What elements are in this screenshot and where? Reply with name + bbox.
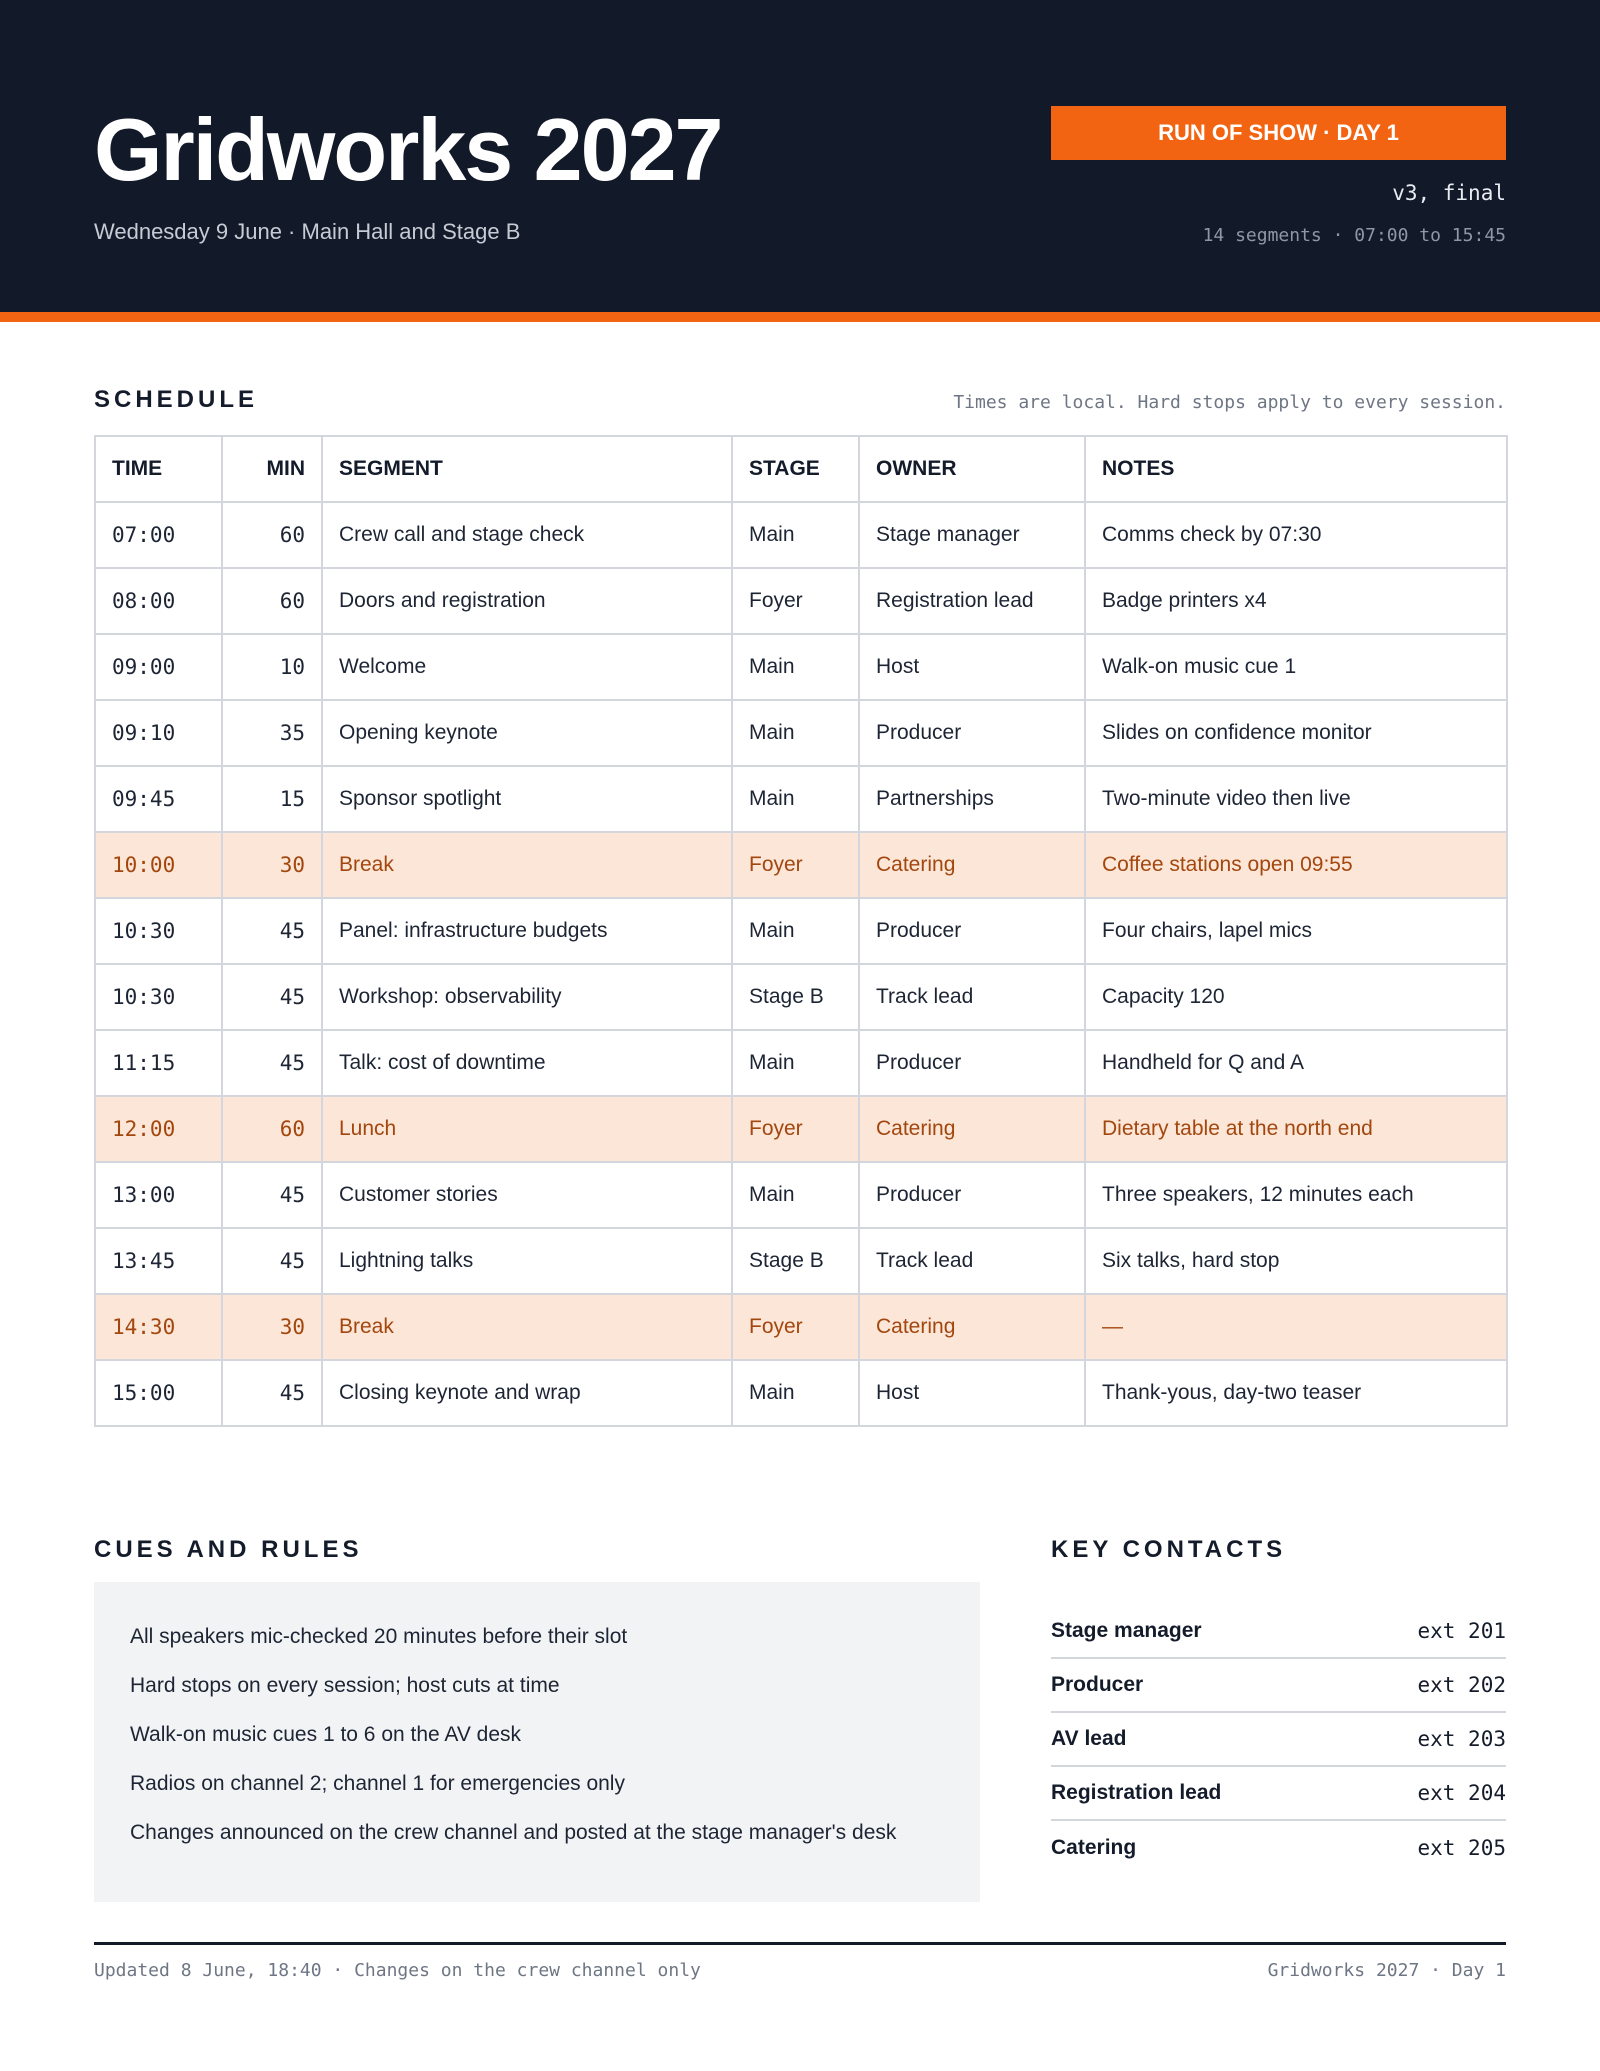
cell-time: 09:45: [95, 766, 222, 832]
cell-min: 10: [222, 634, 322, 700]
table-row: [95, 898, 1507, 964]
cell-owner: Stage manager: [859, 502, 1085, 568]
cell-min: 60: [222, 502, 322, 568]
cell-owner: Producer: [859, 700, 1085, 766]
footer-divider: [94, 1942, 1506, 1945]
cell-notes: Comms check by 07:30: [1085, 502, 1507, 568]
cell-time: 08:00: [95, 568, 222, 634]
cell-stage: Main: [732, 1162, 859, 1228]
cell-owner: Host: [859, 634, 1085, 700]
cell-stage: Main: [732, 766, 859, 832]
cell-notes: Coffee stations open 09:55: [1085, 832, 1507, 898]
table-row: [95, 502, 1507, 568]
cell-time: 12:00: [95, 1096, 222, 1162]
cell-min: 45: [222, 898, 322, 964]
cell-stage: Main: [732, 1030, 859, 1096]
cell-stage: Foyer: [732, 1096, 859, 1162]
cell-owner: Catering: [859, 1294, 1085, 1360]
cell-notes: —: [1085, 1294, 1507, 1360]
cue-item: All speakers mic-checked 20 minutes before their slot: [130, 1625, 628, 1648]
contact-extension: ext 201: [1417, 1619, 1506, 1643]
column-header-notes: NOTES: [1085, 436, 1507, 502]
cell-time: 11:15: [95, 1030, 222, 1096]
cell-owner: Registration lead: [859, 568, 1085, 634]
cell-min: 60: [222, 568, 322, 634]
cell-stage: Foyer: [732, 568, 859, 634]
column-header-min: MIN: [222, 436, 322, 502]
run-of-show-badge: RUN OF SHOW · DAY 1: [1051, 106, 1506, 160]
cell-segment: Talk: cost of downtime: [322, 1030, 732, 1096]
column-header-time: TIME: [95, 436, 222, 502]
table-row: [95, 1030, 1507, 1096]
contact-name: AV lead: [1051, 1727, 1127, 1750]
table-row: [95, 1096, 1507, 1162]
cell-notes: Capacity 120: [1085, 964, 1507, 1030]
cell-stage: Main: [732, 502, 859, 568]
table-row: [95, 832, 1507, 898]
cell-stage: Main: [732, 898, 859, 964]
cell-min: 45: [222, 1360, 322, 1426]
cell-stage: Stage B: [732, 1228, 859, 1294]
table-row: [95, 700, 1507, 766]
cell-segment: Crew call and stage check: [322, 502, 732, 568]
cue-item: Radios on channel 2; channel 1 for emergencies only: [130, 1772, 625, 1795]
cell-min: 60: [222, 1096, 322, 1162]
cell-notes: Walk-on music cue 1: [1085, 634, 1507, 700]
table-row: [95, 964, 1507, 1030]
cell-min: 30: [222, 832, 322, 898]
cell-time: 10:00: [95, 832, 222, 898]
contact-name: Producer: [1051, 1673, 1144, 1696]
contacts-list: [1051, 1605, 1506, 1875]
cell-owner: Partnerships: [859, 766, 1085, 832]
contact-row: [1051, 1605, 1506, 1659]
cell-notes: Badge printers x4: [1085, 568, 1507, 634]
page-title: Gridworks 2027: [94, 100, 722, 199]
schedule-table: [94, 435, 1508, 1427]
cell-segment: Opening keynote: [322, 700, 732, 766]
column-header-owner: OWNER: [859, 436, 1085, 502]
contact-extension: ext 203: [1417, 1727, 1506, 1751]
table-row: [95, 1228, 1507, 1294]
cell-segment: Panel: infrastructure budgets: [322, 898, 732, 964]
contact-extension: ext 204: [1417, 1781, 1506, 1805]
table-row: [95, 766, 1507, 832]
cell-segment: Workshop: observability: [322, 964, 732, 1030]
cell-time: 15:00: [95, 1360, 222, 1426]
cue-item: Walk-on music cues 1 to 6 on the AV desk: [130, 1723, 522, 1746]
version-label: v3, final: [1392, 181, 1506, 205]
cell-min: 45: [222, 1030, 322, 1096]
contacts-heading: KEY CONTACTS: [1051, 1536, 1287, 1563]
cell-min: 45: [222, 1228, 322, 1294]
table-row: [95, 1162, 1507, 1228]
contact-extension: ext 202: [1417, 1673, 1506, 1697]
cell-segment: Break: [322, 1294, 732, 1360]
contact-row: [1051, 1767, 1506, 1821]
cell-min: 15: [222, 766, 322, 832]
cell-stage: Main: [732, 1360, 859, 1426]
cell-owner: Producer: [859, 898, 1085, 964]
contact-name: Registration lead: [1051, 1781, 1222, 1804]
contact-name: Stage manager: [1051, 1619, 1202, 1642]
column-header-stage: STAGE: [732, 436, 859, 502]
cell-notes: Thank-yous, day-two teaser: [1085, 1360, 1507, 1426]
cell-time: 14:30: [95, 1294, 222, 1360]
cell-stage: Main: [732, 700, 859, 766]
table-row: [95, 634, 1507, 700]
column-header-segment: SEGMENT: [322, 436, 732, 502]
cell-segment: Sponsor spotlight: [322, 766, 732, 832]
contact-extension: ext 205: [1417, 1836, 1506, 1860]
cell-notes: Four chairs, lapel mics: [1085, 898, 1507, 964]
cell-time: 09:00: [95, 634, 222, 700]
cell-min: 45: [222, 964, 322, 1030]
cell-segment: Closing keynote and wrap: [322, 1360, 732, 1426]
table-row: [95, 568, 1507, 634]
cell-segment: Break: [322, 832, 732, 898]
cell-time: 13:45: [95, 1228, 222, 1294]
cell-owner: Catering: [859, 832, 1085, 898]
cues-heading: CUES AND RULES: [94, 1536, 363, 1563]
cell-segment: Customer stories: [322, 1162, 732, 1228]
cell-owner: Track lead: [859, 1228, 1085, 1294]
cell-time: 09:10: [95, 700, 222, 766]
header-banner: [0, 0, 1600, 322]
cell-time: 10:30: [95, 964, 222, 1030]
cell-segment: Lightning talks: [322, 1228, 732, 1294]
cell-stage: Foyer: [732, 1294, 859, 1360]
cell-notes: Two-minute video then live: [1085, 766, 1507, 832]
schedule-body: [95, 502, 1507, 1426]
cell-min: 45: [222, 1162, 322, 1228]
cell-time: 07:00: [95, 502, 222, 568]
cell-time: 10:30: [95, 898, 222, 964]
cell-segment: Lunch: [322, 1096, 732, 1162]
cue-item: Hard stops on every session; host cuts at time: [130, 1674, 560, 1697]
contact-row: [1051, 1659, 1506, 1713]
cell-notes: Handheld for Q and A: [1085, 1030, 1507, 1096]
cell-segment: Doors and registration: [322, 568, 732, 634]
cell-time: 13:00: [95, 1162, 222, 1228]
cell-min: 30: [222, 1294, 322, 1360]
cell-notes: Slides on confidence monitor: [1085, 700, 1507, 766]
table-row: [95, 1360, 1507, 1426]
schedule-heading: SCHEDULE: [94, 386, 259, 413]
segments-summary: 14 segments · 07:00 to 15:45: [1202, 225, 1506, 246]
event-subtitle: Wednesday 9 June · Main Hall and Stage B: [94, 219, 521, 244]
cell-owner: Producer: [859, 1162, 1085, 1228]
contact-row: [1051, 1713, 1506, 1767]
cues-panel: [94, 1582, 980, 1902]
cell-stage: Main: [732, 634, 859, 700]
cell-stage: Stage B: [732, 964, 859, 1030]
cell-owner: Host: [859, 1360, 1085, 1426]
footer-doc-label: Gridworks 2027 · Day 1: [1267, 1960, 1506, 1981]
cell-min: 35: [222, 700, 322, 766]
cell-owner: Producer: [859, 1030, 1085, 1096]
cell-owner: Catering: [859, 1096, 1085, 1162]
schedule-note: Times are local. Hard stops apply to every session.: [953, 392, 1506, 413]
footer-update-note: Updated 8 June, 18:40 · Changes on the crew channel only: [94, 1960, 701, 1981]
contact-row: [1051, 1821, 1506, 1875]
cell-notes: Six talks, hard stop: [1085, 1228, 1507, 1294]
contact-name: Catering: [1051, 1836, 1137, 1859]
cell-notes: Dietary table at the north end: [1085, 1096, 1507, 1162]
cell-segment: Welcome: [322, 634, 732, 700]
table-header-row: [95, 436, 1507, 502]
cell-stage: Foyer: [732, 832, 859, 898]
cell-notes: Three speakers, 12 minutes each: [1085, 1162, 1507, 1228]
table-row: [95, 1294, 1507, 1360]
cell-owner: Track lead: [859, 964, 1085, 1030]
cue-item: Changes announced on the crew channel and posted at the stage manager's desk: [130, 1821, 897, 1844]
